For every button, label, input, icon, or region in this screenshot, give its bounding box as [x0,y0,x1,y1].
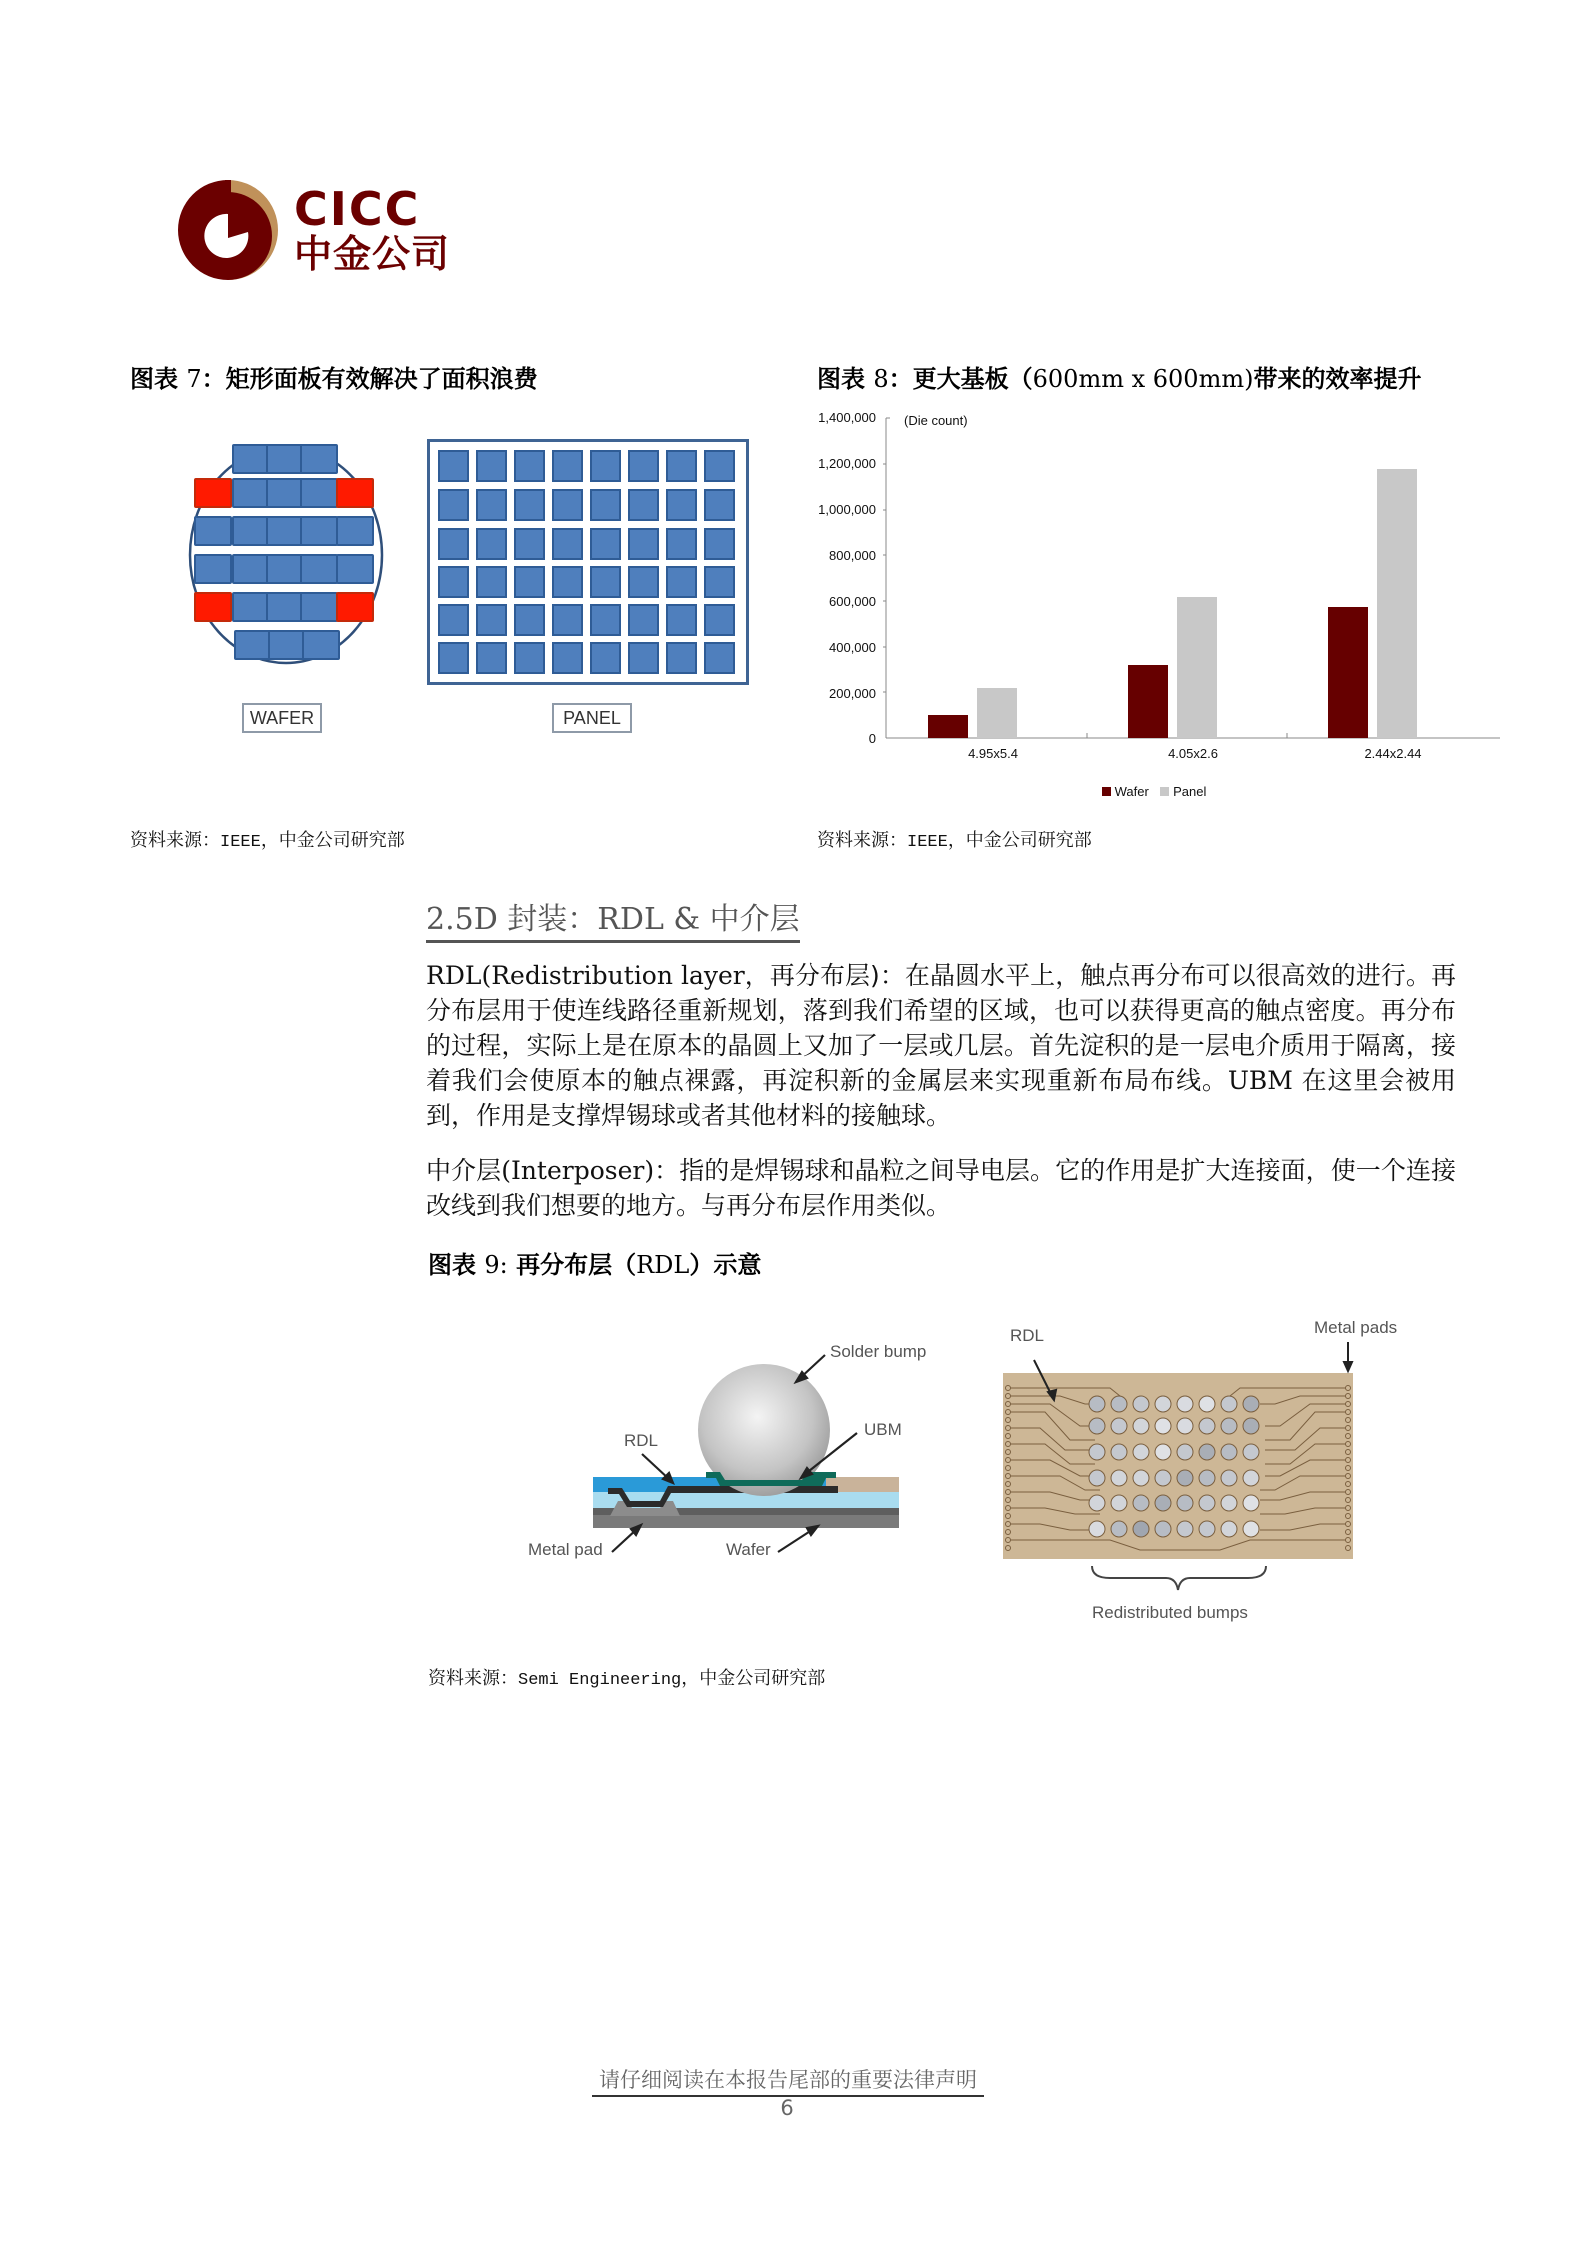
paragraph-text: 在这里会被用到，作用是支撑焊锡球或者其他材料的接触球。 [426,1066,1456,1130]
label-metal-pads: Metal pads [1314,1318,1398,1337]
label-rdl-top: RDL [1010,1326,1045,1345]
section-heading: 2.5D 封装：RDL & 中介层 [426,894,800,943]
chart-legend [1102,784,1206,799]
figure-title-text: ）示意 [689,1251,762,1279]
paragraph-rdl [426,958,1456,1133]
wasted-die [336,478,374,508]
label-solder-bump: Solder bump [830,1342,927,1361]
figure7-title [130,364,538,394]
paragraph-text: ：指的是焊锡球和晶粒之间导电层。它的作用是扩大连接面，使一个连接改线到我们想要的地方。与再分布层作用类似。 [426,1156,1456,1220]
bar-wafer-1 [928,715,968,738]
y-tick: 600,000 [829,594,876,609]
figure-title-text: ：更大基板（ [888,365,1033,393]
y-tick: 200,000 [829,686,876,701]
x-category: 4.95x5.4 [968,746,1018,761]
bar-panel-3 [1377,469,1417,738]
figure-label: 图表 [130,365,178,393]
figure-title-text: ：矩形面板有效解决了面积浪费 [201,365,538,393]
x-category: 2.44x2.44 [1364,746,1422,761]
logo-text-en: CICC [294,182,421,236]
legend-label-panel: Panel [1173,784,1207,799]
source-prefix: 资料来源： [428,1668,518,1689]
source-suffix: ，中金公司研究部 [681,1668,826,1689]
label-ubm: UBM [864,1420,902,1439]
source-suffix: ，中金公司研究部 [260,830,405,851]
wasted-die [194,478,232,508]
figure-label: 图表 [817,365,865,393]
rdl-cross-section-diagram [520,1320,940,1580]
figure-title-text: 带来的效率提升 [1253,365,1422,393]
figure-title-rdl: RDL [636,1251,690,1279]
term-ubm: UBM [1227,1066,1293,1095]
figure8-title [817,364,1421,394]
figure-number: 9: [484,1251,508,1279]
wasted-die [336,592,374,622]
bar-panel-2 [1177,597,1217,738]
legend-swatch-panel [1160,787,1169,796]
wafer-label: WAFER [242,703,322,733]
figure9-source [428,1664,825,1690]
source-name: Semi Engineering [518,1671,682,1690]
source-suffix: ，中金公司研究部 [947,830,1092,851]
term-interposer-cn: 中介层 [426,1156,502,1185]
wasted-die [194,592,232,622]
label-wafer: Wafer [726,1540,771,1559]
source-name: IEEE [220,833,261,852]
figure7-source [130,826,405,852]
y-tick: 1,200,000 [818,456,876,471]
panel-diagram [427,439,749,685]
panel-chip-grid [436,448,742,678]
bar-chart [800,400,1500,810]
legend-swatch-wafer [1102,787,1111,796]
source-name: IEEE [907,833,948,852]
y-tick: 0 [868,731,876,746]
label-rdl: RDL [624,1431,659,1450]
top-view-illustration [990,1300,1410,1640]
bar-wafer-3 [1328,607,1368,738]
figure-title-text: 再分布层（ [507,1251,637,1279]
y-tick: 800,000 [829,548,876,563]
source-prefix: 资料来源： [130,830,220,851]
cicc-logo-icon [176,178,280,282]
y-tick: 1,400,000 [818,410,876,425]
panel-label: PANEL [552,703,632,733]
y-tick: 400,000 [829,640,876,655]
term-rdl: RDL(Redistribution layer [426,961,745,990]
paragraph-text: ，再分布层)：在晶圆水平上，触点再分布可以很高效的进行。再分布层用于使连线路径重新规划，落到我们希望的区域，也可以获得更高的触点密度。再分布的过程，实际上是在原本的晶圆上又加了一层或几层。首先淀积的是一层电介质用于隔离，接着我们会使原本的触点裸露，再淀积新的金属层来实现重新布局布线。 [426,961,1456,1095]
rdl-top-view-diagram [990,1300,1410,1640]
figure-number: 7 [186,365,202,393]
figure8-source [817,826,1092,852]
y-axis-label: (Die count) [904,413,968,428]
cicc-logo [176,178,476,282]
legend-label-wafer: Wafer [1114,784,1149,799]
bar-wafer-2 [1128,665,1168,738]
label-redistributed-bumps: Redistributed bumps [1092,1603,1248,1622]
page-number: 6 [780,2096,794,2120]
legal-disclaimer-link[interactable]: 请仔细阅读在本报告尾部的重要法律声明 [592,2064,984,2097]
paragraph-interposer [426,1153,1456,1223]
wafer-diagram [180,440,390,670]
figure-title-dimensions: 600mm x 600mm) [1032,365,1254,393]
figure-number: 8 [873,365,889,393]
term-interposer-en: (Interposer) [501,1156,655,1185]
bar-panel-1 [977,688,1017,738]
source-prefix: 资料来源： [817,830,907,851]
logo-text-cn: 中金公司 [294,232,451,276]
figure9-title [428,1250,761,1280]
label-metal-pad: Metal pad [528,1540,603,1559]
x-category: 4.05x2.6 [1168,746,1218,761]
y-tick: 1,000,000 [818,502,876,517]
figure-label: 图表 [428,1251,476,1279]
